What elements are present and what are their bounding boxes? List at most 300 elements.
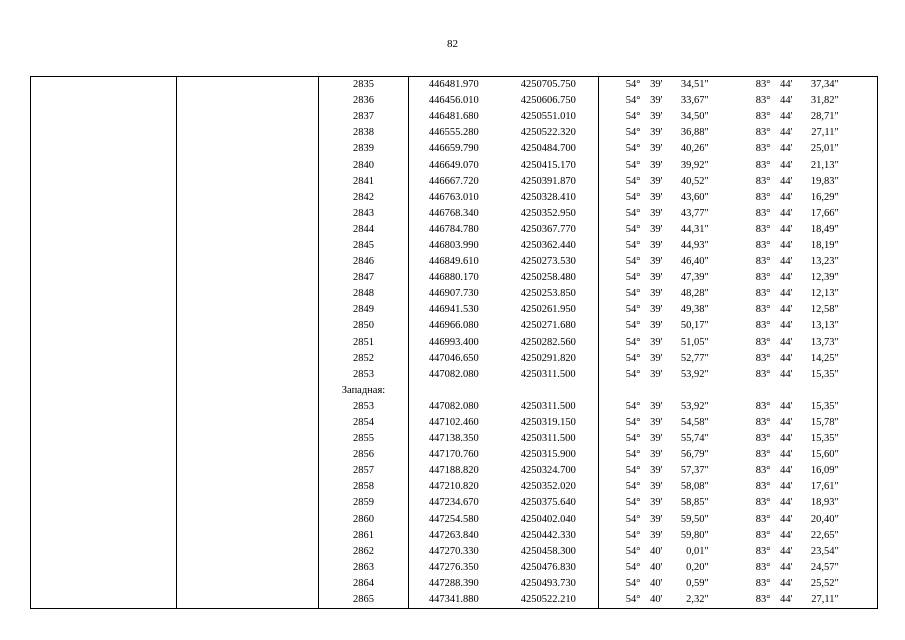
point-number: 2836 xyxy=(319,93,409,109)
longitude-seconds: 15,35 xyxy=(810,400,835,412)
point-number: 2844 xyxy=(319,222,409,238)
latitude-seconds: 44,31 xyxy=(680,223,705,235)
latitude-seconds-mark: " xyxy=(704,272,709,284)
longitude-seconds: 15,60 xyxy=(810,449,835,461)
empty-cell xyxy=(835,383,878,399)
latitude-seconds-mark: " xyxy=(704,320,709,332)
y-coordinate: 4250261.950 xyxy=(499,302,599,318)
longitude-seconds-mark: " xyxy=(835,528,878,544)
longitude-degrees: 83° xyxy=(755,143,771,155)
coordinates-table-body xyxy=(31,77,878,609)
table-row xyxy=(31,77,878,94)
latitude-seconds: 54,58 xyxy=(680,417,705,429)
point-number: 2843 xyxy=(319,206,409,222)
x-coordinate: 446481.970 xyxy=(409,77,499,94)
point-number: 2861 xyxy=(319,528,409,544)
longitude-seconds-mark: " xyxy=(835,367,878,383)
y-coordinate: 4250522.320 xyxy=(499,125,599,141)
x-coordinate: 446941.530 xyxy=(428,304,479,316)
x-coordinate: 446659.790 xyxy=(428,143,479,155)
longitude-seconds: 21,13 xyxy=(810,159,835,171)
point-number: 2842 xyxy=(319,190,409,206)
latitude-seconds-mark: " xyxy=(704,400,709,412)
longitude-degrees: 83° xyxy=(755,368,771,380)
point-number: 2835 xyxy=(319,77,409,94)
point-number: 2863 xyxy=(319,560,409,576)
longitude-minutes: 44' xyxy=(780,191,793,203)
latitude-seconds-mark: " xyxy=(704,561,709,573)
empty-cell xyxy=(31,335,177,351)
latitude-seconds-mark: " xyxy=(704,159,709,171)
longitude-degrees: 83° xyxy=(735,592,771,609)
latitude-minutes: 39' xyxy=(650,207,663,219)
x-coordinate: 446481.680 xyxy=(428,111,479,123)
latitude-degrees: 54° xyxy=(625,191,641,203)
longitude-degrees: 83° xyxy=(755,191,771,203)
latitude-seconds-mark: " xyxy=(704,352,709,364)
longitude-minutes: 44' xyxy=(780,239,793,251)
latitude-minutes: 39' xyxy=(650,223,663,235)
latitude-degrees: 54° xyxy=(625,545,641,557)
longitude-seconds-mark: " xyxy=(835,206,878,222)
empty-cell xyxy=(31,383,177,399)
y-coordinate: 4250458.300 xyxy=(499,544,599,560)
empty-cell xyxy=(177,254,319,270)
latitude-minutes: 39' xyxy=(650,529,663,541)
longitude-seconds: 13,23 xyxy=(810,256,835,268)
longitude-seconds-mark: " xyxy=(835,415,878,431)
point-number: 2848 xyxy=(319,286,409,302)
table-row xyxy=(31,447,878,463)
empty-cell xyxy=(31,302,177,318)
longitude-minutes: 44' xyxy=(780,127,793,139)
latitude-degrees: 54° xyxy=(625,272,641,284)
latitude-seconds: 33,67 xyxy=(680,95,705,107)
latitude-degrees: 54° xyxy=(625,513,641,525)
longitude-seconds-mark: " xyxy=(835,335,878,351)
point-number: 2841 xyxy=(319,174,409,190)
empty-cell xyxy=(177,141,319,157)
latitude-minutes: 40' xyxy=(641,592,663,609)
y-coordinate: 4250705.750 xyxy=(499,77,599,94)
longitude-seconds-mark: " xyxy=(835,77,878,94)
latitude-seconds: 53,92 xyxy=(680,368,705,380)
y-coordinate: 4250551.010 xyxy=(499,109,599,125)
longitude-seconds: 24,57 xyxy=(810,561,835,573)
table-row xyxy=(31,495,878,511)
longitude-seconds: 13,13 xyxy=(810,320,835,332)
empty-cell xyxy=(177,560,319,576)
longitude-seconds: 15,78 xyxy=(810,417,835,429)
latitude-minutes: 39' xyxy=(650,433,663,445)
empty-cell xyxy=(177,125,319,141)
longitude-seconds-mark: " xyxy=(835,157,878,173)
latitude-seconds: 58,85 xyxy=(680,497,705,509)
longitude-minutes: 44' xyxy=(780,159,793,171)
latitude-seconds: 0,59 xyxy=(686,577,705,589)
latitude-seconds: 59,80 xyxy=(680,529,705,541)
longitude-degrees: 83° xyxy=(755,400,771,412)
latitude-minutes: 39' xyxy=(650,368,663,380)
latitude-degrees: 54° xyxy=(625,288,641,300)
latitude-seconds: 0,20 xyxy=(686,561,705,573)
latitude-minutes: 39' xyxy=(650,191,663,203)
table-row xyxy=(31,109,878,125)
point-number: 2840 xyxy=(319,157,409,173)
longitude-seconds: 18,49 xyxy=(810,223,835,235)
longitude-seconds: 17,66 xyxy=(810,207,835,219)
point-number: 2845 xyxy=(319,238,409,254)
y-coordinate: 4250362.440 xyxy=(499,238,599,254)
y-coordinate: 4250319.150 xyxy=(499,415,599,431)
longitude-degrees: 83° xyxy=(755,561,771,573)
latitude-minutes: 39' xyxy=(650,256,663,268)
empty-cell xyxy=(177,93,319,109)
latitude-seconds: 48,28 xyxy=(680,288,705,300)
latitude-degrees: 54° xyxy=(625,256,641,268)
empty-cell xyxy=(31,560,177,576)
latitude-seconds-mark: " xyxy=(704,111,709,123)
longitude-seconds: 18,93 xyxy=(810,497,835,509)
latitude-minutes: 39' xyxy=(650,304,663,316)
longitude-seconds-mark: " xyxy=(835,174,878,190)
longitude-seconds: 25,01 xyxy=(810,143,835,155)
x-coordinate: 446993.400 xyxy=(428,336,479,348)
longitude-seconds-mark: " xyxy=(835,254,878,270)
coordinates-table xyxy=(30,76,878,609)
longitude-seconds-mark: " xyxy=(835,270,878,286)
longitude-minutes: 44' xyxy=(780,465,793,477)
empty-cell xyxy=(31,479,177,495)
latitude-minutes: 39' xyxy=(650,400,663,412)
latitude-minutes: 39' xyxy=(650,497,663,509)
table-row xyxy=(31,463,878,479)
empty-cell xyxy=(177,318,319,334)
longitude-minutes: 44' xyxy=(780,352,793,364)
empty-cell xyxy=(31,415,177,431)
latitude-seconds: 43,60 xyxy=(680,191,705,203)
empty-cell xyxy=(31,125,177,141)
longitude-seconds-mark: " xyxy=(835,495,878,511)
longitude-degrees: 83° xyxy=(755,272,771,284)
longitude-seconds-mark: " xyxy=(835,512,878,528)
point-number: 2855 xyxy=(319,431,409,447)
longitude-degrees: 83° xyxy=(755,127,771,139)
point-number: 2851 xyxy=(319,335,409,351)
latitude-degrees: 54° xyxy=(625,143,641,155)
empty-cell xyxy=(705,383,735,399)
empty-cell xyxy=(599,383,641,399)
empty-cell xyxy=(177,238,319,254)
y-coordinate: 4250391.870 xyxy=(499,174,599,190)
longitude-degrees: 83° xyxy=(755,465,771,477)
empty-cell xyxy=(31,206,177,222)
longitude-degrees: 83° xyxy=(755,207,771,219)
latitude-minutes: 39' xyxy=(650,465,663,477)
longitude-seconds-mark: " xyxy=(835,479,878,495)
empty-cell xyxy=(31,222,177,238)
latitude-degrees: 54° xyxy=(625,95,641,107)
longitude-degrees: 83° xyxy=(755,336,771,348)
y-coordinate: 4250291.820 xyxy=(499,351,599,367)
point-number: 2862 xyxy=(319,544,409,560)
latitude-seconds-mark: " xyxy=(704,223,709,235)
longitude-minutes: 44' xyxy=(780,336,793,348)
longitude-seconds: 37,34 xyxy=(793,77,835,94)
x-coordinate: 446768.340 xyxy=(428,207,479,219)
point-number: 2852 xyxy=(319,351,409,367)
latitude-seconds: 47,39 xyxy=(680,272,705,284)
longitude-minutes: 44' xyxy=(780,529,793,541)
latitude-degrees: 54° xyxy=(625,111,641,123)
longitude-seconds-mark: " xyxy=(835,286,878,302)
empty-cell xyxy=(177,109,319,125)
latitude-degrees: 54° xyxy=(625,577,641,589)
longitude-seconds: 22,65 xyxy=(810,529,835,541)
latitude-seconds-mark: " xyxy=(704,127,709,139)
empty-cell xyxy=(31,399,177,415)
empty-cell xyxy=(177,77,319,94)
longitude-minutes: 44' xyxy=(780,513,793,525)
x-coordinate: 447254.580 xyxy=(428,513,479,525)
longitude-minutes: 44' xyxy=(780,368,793,380)
longitude-degrees: 83° xyxy=(755,288,771,300)
longitude-degrees: 83° xyxy=(735,77,771,94)
latitude-minutes: 39' xyxy=(650,513,663,525)
table-row xyxy=(31,222,878,238)
longitude-seconds: 17,61 xyxy=(810,481,835,493)
longitude-degrees: 83° xyxy=(755,175,771,187)
point-number: 2850 xyxy=(319,318,409,334)
x-coordinate: 446667.720 xyxy=(428,175,479,187)
empty-cell xyxy=(499,383,599,399)
longitude-minutes: 44' xyxy=(780,256,793,268)
empty-cell xyxy=(31,157,177,173)
latitude-seconds-mark: " xyxy=(704,449,709,461)
empty-cell xyxy=(31,544,177,560)
empty-cell xyxy=(31,93,177,109)
longitude-seconds-mark: " xyxy=(835,141,878,157)
y-coordinate: 4250282.560 xyxy=(499,335,599,351)
longitude-seconds: 16,29 xyxy=(810,191,835,203)
x-coordinate: 446880.170 xyxy=(428,272,479,284)
empty-cell xyxy=(31,190,177,206)
longitude-degrees: 83° xyxy=(755,577,771,589)
longitude-seconds: 20,40 xyxy=(810,513,835,525)
point-number: 2847 xyxy=(319,270,409,286)
longitude-seconds-mark: " xyxy=(835,222,878,238)
empty-cell xyxy=(177,399,319,415)
latitude-seconds-mark: " xyxy=(704,433,709,445)
empty-cell xyxy=(177,174,319,190)
y-coordinate: 4250476.830 xyxy=(499,560,599,576)
longitude-seconds: 18,19 xyxy=(810,239,835,251)
latitude-minutes: 40' xyxy=(650,561,663,573)
page-number: 82 xyxy=(447,38,458,50)
y-coordinate: 4250493.730 xyxy=(499,576,599,592)
longitude-degrees: 83° xyxy=(755,449,771,461)
empty-cell xyxy=(663,383,705,399)
empty-cell xyxy=(31,254,177,270)
empty-cell xyxy=(735,383,771,399)
longitude-minutes: 44' xyxy=(780,417,793,429)
x-coordinate: 446555.280 xyxy=(428,127,479,139)
point-number: 2858 xyxy=(319,479,409,495)
x-coordinate: 447276.350 xyxy=(428,561,479,573)
latitude-seconds: 43,77 xyxy=(680,207,705,219)
latitude-minutes: 39' xyxy=(650,417,663,429)
latitude-minutes: 39' xyxy=(650,111,663,123)
x-coordinate: 446849.610 xyxy=(428,256,479,268)
latitude-seconds: 57,37 xyxy=(680,465,705,477)
latitude-degrees: 54° xyxy=(625,368,641,380)
latitude-degrees: 54° xyxy=(599,592,641,609)
table-row xyxy=(31,399,878,415)
empty-cell xyxy=(177,447,319,463)
longitude-minutes: 44' xyxy=(780,95,793,107)
y-coordinate: 4250442.330 xyxy=(499,528,599,544)
table-row xyxy=(31,351,878,367)
longitude-seconds-mark: " xyxy=(835,190,878,206)
point-number: 2838 xyxy=(319,125,409,141)
latitude-degrees: 54° xyxy=(625,529,641,541)
point-number: 2857 xyxy=(319,463,409,479)
empty-cell xyxy=(177,431,319,447)
point-number: 2854 xyxy=(319,415,409,431)
longitude-minutes: 44' xyxy=(780,577,793,589)
x-coordinate: 446784.780 xyxy=(428,223,479,235)
y-coordinate: 4250367.770 xyxy=(499,222,599,238)
point-number: 2846 xyxy=(319,254,409,270)
longitude-seconds-mark: " xyxy=(835,351,878,367)
y-coordinate: 4250258.480 xyxy=(499,270,599,286)
latitude-seconds: 2,32 xyxy=(663,592,705,609)
empty-cell xyxy=(771,383,793,399)
longitude-degrees: 83° xyxy=(755,545,771,557)
point-number: 2856 xyxy=(319,447,409,463)
longitude-minutes: 44' xyxy=(780,272,793,284)
point-number: 2853 xyxy=(319,399,409,415)
latitude-seconds-mark: " xyxy=(704,368,709,380)
latitude-seconds: 51,05 xyxy=(680,336,705,348)
longitude-degrees: 83° xyxy=(755,111,771,123)
x-coordinate: 447234.670 xyxy=(428,497,479,509)
empty-cell xyxy=(177,528,319,544)
longitude-minutes: 44' xyxy=(780,561,793,573)
latitude-seconds: 59,50 xyxy=(680,513,705,525)
latitude-degrees: 54° xyxy=(625,400,641,412)
point-number: 2860 xyxy=(319,512,409,528)
longitude-seconds-mark: " xyxy=(835,447,878,463)
latitude-seconds-mark: " xyxy=(704,304,709,316)
longitude-degrees: 83° xyxy=(755,223,771,235)
longitude-seconds-mark: " xyxy=(835,576,878,592)
empty-cell xyxy=(177,479,319,495)
latitude-seconds-mark: " xyxy=(704,545,709,557)
latitude-seconds: 52,77 xyxy=(680,352,705,364)
longitude-minutes: 44' xyxy=(780,497,793,509)
point-number: 2864 xyxy=(319,576,409,592)
latitude-degrees: 54° xyxy=(625,465,641,477)
latitude-minutes: 40' xyxy=(650,577,663,589)
x-coordinate: 447102.460 xyxy=(428,417,479,429)
y-coordinate: 4250484.700 xyxy=(499,141,599,157)
x-coordinate: 447341.880 xyxy=(409,592,499,609)
table-row xyxy=(31,415,878,431)
empty-cell xyxy=(31,174,177,190)
x-coordinate: 447138.350 xyxy=(428,433,479,445)
latitude-seconds: 49,38 xyxy=(680,304,705,316)
longitude-minutes: 44' xyxy=(780,481,793,493)
latitude-seconds-mark: " xyxy=(704,288,709,300)
y-coordinate: 4250311.500 xyxy=(499,367,599,383)
latitude-seconds-mark: " xyxy=(704,175,709,187)
longitude-seconds: 14,25 xyxy=(810,352,835,364)
x-coordinate: 447210.820 xyxy=(428,481,479,493)
longitude-seconds-mark: " xyxy=(835,399,878,415)
latitude-minutes: 39' xyxy=(650,352,663,364)
latitude-seconds: 46,40 xyxy=(680,256,705,268)
y-coordinate: 4250273.530 xyxy=(499,254,599,270)
latitude-seconds-mark: " xyxy=(704,417,709,429)
table-row xyxy=(31,190,878,206)
empty-cell xyxy=(177,335,319,351)
empty-cell xyxy=(31,592,177,609)
latitude-minutes: 39' xyxy=(650,143,663,155)
longitude-seconds: 12,39 xyxy=(810,272,835,284)
latitude-minutes: 39' xyxy=(650,320,663,332)
longitude-seconds: 12,13 xyxy=(810,288,835,300)
latitude-degrees: 54° xyxy=(625,239,641,251)
longitude-degrees: 83° xyxy=(755,352,771,364)
longitude-seconds: 25,52 xyxy=(810,577,835,589)
latitude-minutes: 40' xyxy=(650,545,663,557)
empty-cell xyxy=(31,141,177,157)
latitude-seconds: 36,88 xyxy=(680,127,705,139)
y-coordinate: 4250522.210 xyxy=(499,592,599,609)
point-number: 2849 xyxy=(319,302,409,318)
empty-cell xyxy=(177,222,319,238)
table-row xyxy=(31,367,878,383)
longitude-degrees: 83° xyxy=(755,95,771,107)
latitude-degrees: 54° xyxy=(625,352,641,364)
longitude-seconds-mark: " xyxy=(835,125,878,141)
latitude-seconds: 34,51 xyxy=(663,77,705,94)
latitude-seconds-mark: " xyxy=(704,95,709,107)
latitude-minutes: 39' xyxy=(650,449,663,461)
longitude-seconds-mark: " xyxy=(835,93,878,109)
empty-cell xyxy=(31,77,177,94)
empty-cell xyxy=(177,512,319,528)
table-row xyxy=(31,479,878,495)
x-coordinate: 447288.390 xyxy=(428,577,479,589)
latitude-minutes: 39' xyxy=(650,127,663,139)
empty-cell xyxy=(177,367,319,383)
empty-cell xyxy=(31,109,177,125)
point-number: 2865 xyxy=(319,592,409,609)
latitude-minutes: 39' xyxy=(650,288,663,300)
empty-cell xyxy=(31,447,177,463)
table-row xyxy=(31,512,878,528)
longitude-minutes: 44' xyxy=(780,433,793,445)
y-coordinate: 4250253.850 xyxy=(499,286,599,302)
latitude-seconds-mark: " xyxy=(704,513,709,525)
latitude-minutes: 39' xyxy=(650,95,663,107)
y-coordinate: 4250415.170 xyxy=(499,157,599,173)
y-coordinate: 4250375.640 xyxy=(499,495,599,511)
latitude-degrees: 54° xyxy=(599,77,641,94)
longitude-seconds: 15,35 xyxy=(810,433,835,445)
